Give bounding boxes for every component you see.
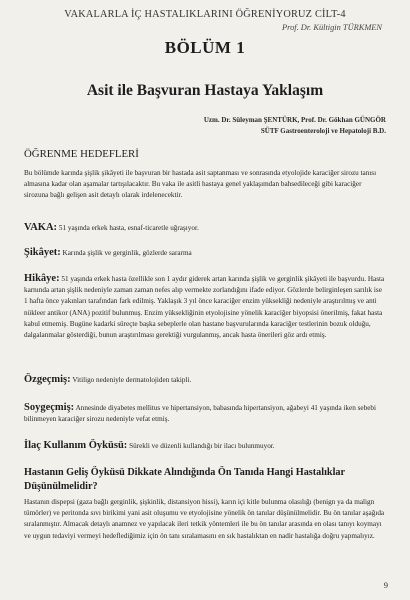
book-authors: Prof. Dr. Kültigin TÜRKMEN <box>282 23 382 32</box>
family-history-section <box>24 402 386 425</box>
past-history-section <box>24 374 386 386</box>
history-text: 51 yaşında erkek hasta özellikle son 1 aydır giderek artan karında şişlik ve gerginlik şikâyeti ile başvurdu. Hasta karnında artan şişlik nedeniyle zaman zaman nefes alıp vermekte zorlandığını ifade ediyor. Gözlerde belirginleşen sarılık ise 1 hafta önce yakınları tarafından fark edilmiş. Yaklaşık 3 yıl önce karaciğer enzim yüksekliği nedeniyle araştırılmış ve anti nükleer antikor (ANA) pozitif bulunmuş. Enzim yüksekliğinin etyolojisine yönelik karaciğer biyopsisi önerilmiş, fakat hasta kabul etmemiş. Bugüne kadarki süreçte başka sebeplerle olan hastane başvurularında karaciğer testlerinin bozuk olduğu, dalgalanmalar gösterdiği, bunun araştırılması gerektiği vurgulanmış, ancak hasta önerileri göz ardı etmiş. <box>24 275 385 340</box>
family-history-label: Soygeçmiş: <box>24 402 75 413</box>
page-number: 9 <box>383 580 388 590</box>
chapter-number: BÖLÜM 1 <box>164 38 246 57</box>
medication-history-text: Sürekli ve düzenli kullandığı bir ilacı bulunmuyor. <box>127 442 275 450</box>
family-history-text: Annesinde diyabetes mellitus ve hipertansiyon, babasında hipertansiyon, ağabeyi 41 yaşında iken sebebi bilinmeyen karaciğer sirozu nedeniyle vefat etmiş. <box>24 404 376 424</box>
differential-question: Hastanın Geliş Öyküsü Dikkate Alındığında Ön Tanıda Hangi Hastalıklar Düşünülmelidir? <box>24 467 345 492</box>
past-history-text: Vitiligo nedeniyle dermatolojiden takipli. <box>70 376 192 384</box>
learning-objectives-text: Bu bölümde karında şişlik şikâyeti ile başvuran bir hastada asit saptanması ve sonrasında etyolojide karaciğer sirozu tanısı almasına kadar olan aşamalar tartışılacaktır. Bu vaka ile asitli hastaya genel yaklaşımdan bahsedileceği gibi karaciğer sirozuna bağlı gelişen asit detaylı olarak irdelenecektir. <box>24 169 377 200</box>
history-label: Hikâye: <box>24 273 60 284</box>
chapter-title: Asit ile Başvuran Hastaya Yaklaşım <box>86 82 324 99</box>
chapter-authors: Uzm. Dr. Süleyman ŞENTÜRK, Prof. Dr. Gökhan GÜNGÖR <box>203 116 386 124</box>
past-history-label: Özgeçmiş: <box>24 374 71 385</box>
history-section <box>24 273 386 341</box>
complaint-label: Şikâyet: <box>24 247 61 258</box>
medication-history-label: İlaç Kullanım Öyküsü: <box>24 440 128 451</box>
chapter-affiliation: SÜTF Gastroenteroloji ve Hepatoloji B.D. <box>260 127 386 135</box>
case-section <box>24 222 386 234</box>
medication-history-section <box>24 440 386 452</box>
case-text: 51 yaşında erkek hasta, esnaf-ticaretle uğraşıyor. <box>57 224 199 232</box>
book-title: VAKALARLA İÇ HASTALIKLARINI ÖĞRENİYORUZ CİLT-4 <box>64 9 346 20</box>
complaint-section <box>24 247 386 259</box>
case-label: VAKA: <box>24 222 58 233</box>
differential-text: Hastanın dispepsi (gaza bağlı gerginlik, şişkinlik, distansiyon hissi), karın içi kitle bulunma olasılığı (benign ya da malign tümörler) ve peritonda sıvı birikimi yani asit oluşumu ve etyolojisine yönelik ön tanılar düşünülmelidir. Bu ön tanılar aşağıda sıralanmıştır. Almacak detaylı anamnez ve yapılacak ileri tetkik yöntemleri ile bu ön tanılar arasında en olası tanıyı koymayı ve uygun tedaviyi vermeyi hedeflediğimiz için ön tanı sıralamasını en sık hastalıktan en nadir hastalığa doğru yapmalıyız. <box>24 498 385 540</box>
complaint-text: Karında şişlik ve gerginlik, gözlerde sararma <box>60 249 192 257</box>
learning-objectives-heading: ÖĞRENME HEDEFLERİ <box>24 148 139 160</box>
